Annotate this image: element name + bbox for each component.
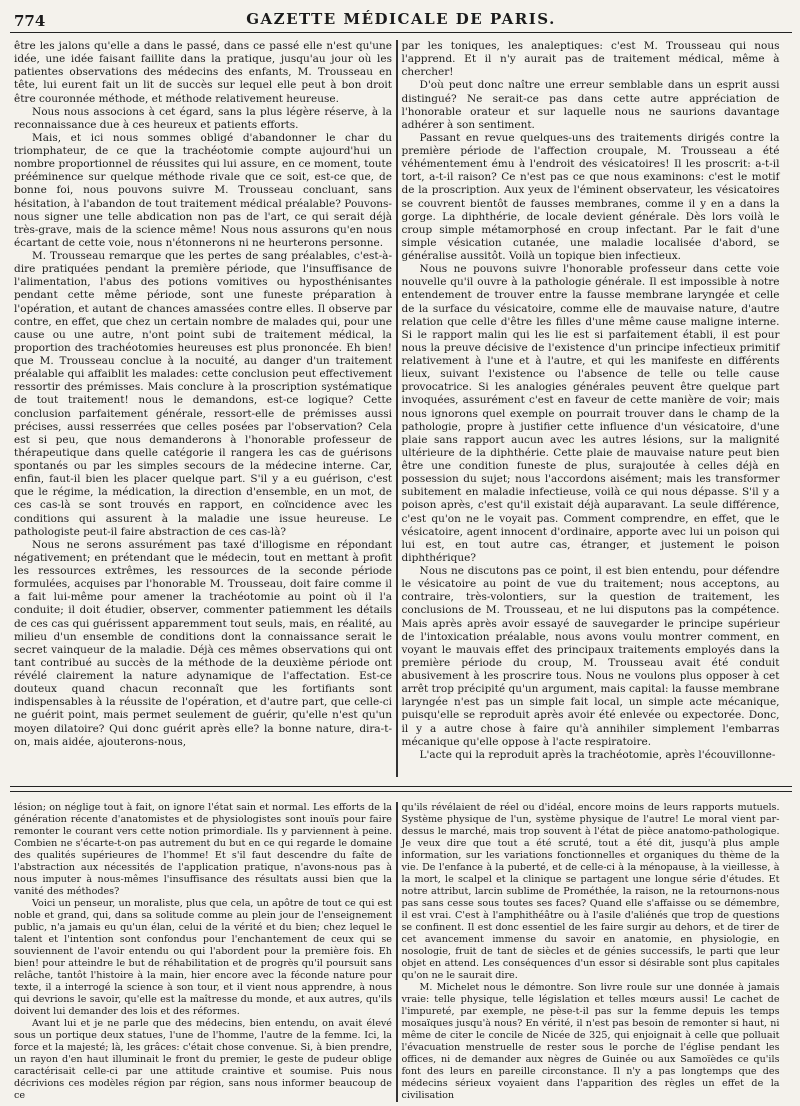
page-number: 774 (14, 12, 46, 30)
paragraph: être les jalons qu'elle a dans le passé, dans ce passé elle n'est qu'une idée, une idée faisant faillite dans la pratique, jusqu'au jour où les patientes observations des médecins des enfants, M. Trousseau en tête, lui eurent fait un lit de succès sur lequel elle peut à bon droit être couronnée méthode, et méthode relativement heureuse. (14, 40, 392, 105)
paragraph: Nous ne discutons pas ce point, il est bien entendu, pour défendre le vésicatoire au point de vue du traitement; nous acceptons, au contraire, très-volontiers, sur la question de traitement, les conclusions de M. Trousseau, et ne lui disputons pas la compétence. Mais après après avoir essayé de sauvegarder le principe supérieur de l'intoxication préalable, nous avons voulu montrer comment, en voyant le mauvais effet des principaux traitements employés dans la première période du croup, M. Trousseau avait été conduit abusivement à les proscrire tous. Nous ne voulons plus opposer à cet arrêt trop précipité qu'un argument, mais capital: la fausse membrane laryngée n'est pas un simple fait local, un simple acte mécanique, puisqu'elle se reproduit après avoir été enlevée ou expectorée. Donc, il y a autre chose à faire qu'à annihiler simplement l'embarras mécanique qu'elle oppose à l'acte respiratoire. (401, 565, 780, 748)
paragraph: Nous ne pouvons suivre l'honorable professeur dans cette voie nouvelle qu'il ouvre à la pathologie générale. Il est impossible à notre entendement de trouver entre la fausse membrane laryngée et celle de la surface du vésicatoire, comme elle de mauvaise nature, d'autre relation que celle d'être les filles d'une même cause maligne interne. Si le rapport malin qui les lie est si parfaitement établi, il est pour nous la preuve décisive de l'existence d'un principe infectieux primitif relativement à l'une et à l'autre, et qui les manifeste en différents lieux, suivant l'existence ou l'absence de telle ou telle cause provocatrice. Si les analogies générales peuvent être quelque part invoquées, assurément c'est en faveur de cette manière de voir; mais nous ignorons quel exemple on pourrait trouver dans le champ de la pathologie, propre à justifier cette influence d'un vésicatoire, d'une plaie sans rapport aucun avec les autres lésions, sur la malignité ultérieure de la diphthérie. Cette plaie de mauvaise nature peut bien être une condition funeste de plus, surajoutée à celles déjà en possession du sujet; nous l'accordons aisément; mais les transformer subitement en maladie infectieuse, voilà ce qui nous dépasse. S'il y a poison après, c'est qu'il existait déjà auparavant. La seule différence, c'est qu'on ne le voyait pas. Comment comprendre, en effet, que le vésicatoire, agent innocent d'ordinaire, apporte avec lui un poison qui lui est, en tout autre cas, étranger, et justement le poison diphthérique? (401, 263, 780, 564)
paragraph: Avant lui et je ne parle que des médecins, bien entendu, on avait élevé sous un portique deux statues, l'une de l'homme, l'autre de la femme. Ici, la force et la majesté; là, les grâces: c'était chose convenue. Si, à bien prendre, un rayon d'en haut illuminait le front du premier, le geste de pudeur oblige caractérisait celle-ci par une attitude craintive et soumise. Puis nous décrivions ces modèles région par région, sans nous informer beaucoup de ce (14, 1017, 392, 1101)
paragraph: L'acte qui la reproduit après la trachéotomie, après l'écouvillonne- (419, 748, 776, 761)
feuilleton-right-column (398, 802, 784, 1102)
paragraph: Nous ne serons assurément pas taxé d'illogisme en répondant négativement; en prétendant que le médecin, tout en mettant à profit les ressources extrêmes, les ressources de la seconde période formulées, acquises par l'honorable M. Trousseau, doit faire comme il a fait lui-même pour amener la trachéotomie au point où il l'a conduite; il doit étudier, observer, commenter patiemment les détails de ces cas qui guérissent apparemment tout seuls, mais, en réalité, au milieu d'un ensemble de conditions dont la connaissance serait le secret vainqueur de la maladie. Déjà ces mêmes observations qui ont tant contribué au succès de la méthode de la deuxième période ont révélé clairement la nature adynamique de l'affectation. Est-ce douteux quand chacun reconnaît que les fortifiants sont indispensables à la réussite de l'opération, et d'autre part, que celle-ci ne guérit point, mais permet seulement de guérir, qu'elle n'est qu'un moyen dilatoire? Qui donc guérit après elle? la bonne nature, dira-t-on, mais aidée, ajouterons-nous, (14, 538, 392, 748)
journal-title: GAZETTE MÉDICALE DE PARIS. (246, 10, 556, 28)
paragraph: qu'ils révélaient de réel ou d'idéal, encore moins de leurs rapports mutuels. Système physique de l'un, système physique de l'autre! Le moral vient par-dessus le marché, mais trop souvent à l'état de pièce anatomo-pathologique. Je veux dire que tout a été scruté, tout a été dit, jusqu'à plus ample information, sur les variations fonctionnelles et organiques du thème de la vie. De l'enfance à la puberté, et de celle-ci à la ménopause, à la vieillesse, à la mort, le scalpel et la clinique se partagent une longue série d'études. Et notre attribut, larcin sublime de Prométhée, la raison, ne la retournons-nous pas sans cesse sous toutes ses faces? Quand elle s'affaisse ou se démembre, il est vrai. C'est à l'amphithéâtre ou à l'asile d'aliénés que trop de questions se confinent. Il est donc essentiel de les faire surgir au dehors, et de tirer de cet avancement immense du savoir en anatomie, en physiologie, en nosologie, fruit de tant de siècles et de génies successifs, le parti que leur objet en attend. Les conséquences d'un essor si désirable sont plus capitales qu'on ne le saurait dire. (401, 802, 780, 981)
paragraph: Nous nous associons à cet égard, sans la plus légère réserve, à la reconnaissance due à ces heureux et patients efforts. (14, 105, 392, 131)
newspaper-page (10, 6, 792, 1102)
paragraph: M. Trousseau remarque que les pertes de sang préalables, c'est-à-dire pratiquées pendant la première période, que l'insuffisance de l'alimentation, l'abus des potions vomitives ou hyposthénisantes pendant cette même période, sont une funeste préparation à l'opération, et autant de chances amassées contre elles. Il observe par contre, en effet, que chez un certain nombre de malades qui, pour une cause ou une autre, n'ont point subi de traitement médical, la proportion des trachéotomies heureuses est plus prononcée. Eh bien! que M. Trousseau conclue à la nocuité, au danger d'un traitement préalable qui affaiblit les malades: cette conclusion peut effectivement ressortir des prémisses. Mais conclure à la proscription systématique de tout traitement! nous le demandons, est-ce logique? Cette conclusion parfaitement générale, ressort-elle de prémisses aussi précises, aussi resserrées que celles posées par l'observation? Cela est si peu, que nous demanderons à l'honorable professeur de thérapeutique dans quelle catégorie il rangera les cas de guérisons spontanés ou par les simples secours de la médecine interne. Car, enfin, faut-il bien les placer quelque part. S'il y a eu guérison, c'est que le régime, la médication, la direction d'ensemble, en un mot, de ces cas-là se sont trouvés en rapport, en coïncidence avec les conditions qui assurent à la maladie une issue heureuse. Le pathologiste peut-il faire abstraction de ces cas-là? (14, 250, 392, 538)
article-left-column (10, 40, 396, 777)
paragraph: D'où peut donc naître une erreur semblable dans un esprit aussi distingué? Ne serait-ce pas dans cette autre appréciation de l'honorable orateur et sur laquelle nous ne saurions davantage adhérer à son sentiment. (401, 79, 780, 131)
article-columns (10, 40, 792, 777)
paragraph: par les toniques, les analeptiques: c'est M. Trousseau qui nous l'apprend. Et il n'y aurait pas de traitement médical, même à chercher! (401, 40, 780, 79)
paragraph: Voici un penseur, un moraliste, plus que cela, un apôtre de tout ce qui est noble et grand, qui, dans sa solitude comme au plein jour de l'enseignement public, n'a jamais eu qu'un élan, celui de la vérité et du bien; chez lequel le talent et l'intention sont confondus pour l'enchantement de ceux qui se souviennent de l'avoir entendu ou qui l'abordent pour la première fois. Eh bien! pour atteindre le but de réhabilitation et de progrès qu'il poursuit sans relâche, tantôt l'histoire à la main, hier encore avec la féconde nature pour texte, il a interrogé la science à son tour, et il vient nous apprendre, à nous qui devrions le savoir, qu'elle est la maîtresse du monde, et aux autres, qu'ils doivent lui demander des lois et des réformes. (14, 897, 392, 1017)
paragraph: Mais, et ici nous sommes obligé d'abandonner le char du triomphateur, de ce que la trachéotomie compte aujourd'hui un nombre proportionnel de réussites qui lui assure, en ce moment, toute prééminence sur quelque méthode rivale que ce soit, est-ce que, de bonne foi, nous pouvons suivre M. Trousseau concluant, sans hésitation, à l'abandon de tout traitement médical préalable? Pouvons-nous signer une telle abdication non pas de l'art, ce qui serait déjà très-grave, mais de la science même! Nous nous assurons qu'en nous écartant de cette voie, nous n'étonnerons ni ne heurterons personne. (14, 131, 392, 249)
paragraph: M. Michelet nous le démontre. Son livre roule sur une donnée à jamais vraie: telle physique, telle législation et telles mœurs aussi! Le cachet de l'impureté, par exemple, ne pèse-t-il pas sur la femme depuis les temps mosaïques jusqu'à nous? En vérité, il n'est pas besoin de remonter si haut, ni même de citer le concile de Nicée de 325, qui enjoignait à celle que polluait l'évacuation menstruelle de rester sous le porche de l'église pendant les offices, ni de demander aux nègres de Guinée ou aux Samoïèdes ce qu'ils font des leurs en pareille circonstance. Il n'y a pas longtemps que des médecins sérieux voyaient dans l'apparition des règles un effet de la civilisation (401, 981, 780, 1101)
feuilleton-columns (10, 802, 792, 1102)
paragraph: Passant en revue quelques-uns des traitements dirigés contre la première période de l'affection croupale, M. Trousseau a été véhémentement ému à l'endroit des vésicatoires! Il les proscrit: a-t-il tort, a-t-il raison? Ce n'est pas ce que nous examinons: c'est le motif de la proscription. Aux yeux de l'éminent observateur, les vésicatoires se couvrent bientôt de fausses membranes, comme il y en a dans la gorge. La diphthérie, de locale devient générale. Dès lors voilà le croup simple métamorphosé en croup infectant. Par le fait d'une simple vésication cutanée, une maladie localisée d'abord, se généralise aussitôt. Voilà un topique bien infectieux. (401, 131, 780, 262)
page-header (10, 6, 792, 33)
article-right-column (398, 40, 784, 777)
section-separator (10, 784, 792, 796)
paragraph: lésion; on néglige tout à fait, on ignore l'état sain et normal. Les efforts de la génération récente d'anatomistes et de physiologistes sont inouïs pour faire remonter le courant vers cette notion primordiale. Ils y parviennent à peine. Combien ne s'écarte-t-on pas autrement du but en ce qui regarde le domaine des qualités supérieures de l'homme! Et s'il faut descendre du faîte de l'abstraction aux nécessités de l'application pratique, n'avons-nous pas à nous imputer à nous-mêmes l'insuffisance des résultats aussi bien que la vanité des méthodes? (14, 802, 392, 897)
feuilleton-left-column (10, 802, 396, 1102)
